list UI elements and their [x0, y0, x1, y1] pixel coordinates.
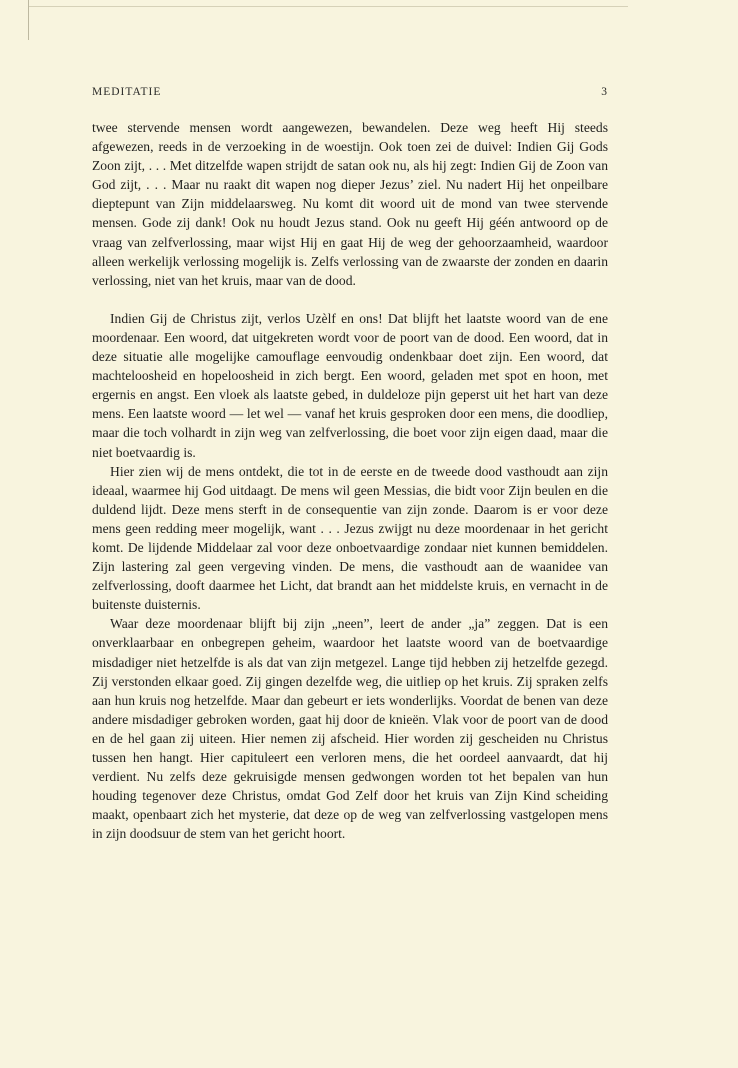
- paragraph-3: Hier zien wij de mens ontdekt, die tot in de eerste en de tweede dood vasthoudt aan zijn ideaal, waarmee hij God uitdaagt. De mens wil geen Messias, die bidt voor Zijn beulen en die duldend lijdt. Deze mens sterft in de consequentie van zijn zonde. Daarom is er voor deze mens geen redding meer mogelijk, want . . . Jezus zwijgt nu deze moordenaar in het gericht komt. De lijdende Middelaar zal voor deze onboetvaardige zondaar niet kunnen bemiddelen. Zijn lastering zal geen vergeving vinden. De mens, die vasthoudt aan de waanidee van zelfverlossing, dooft daarmee het Licht, dat brandt aan het middelste kruis, en vernacht in de buitenste duisternis.: [92, 463, 608, 613]
- body-text: [92, 118, 608, 843]
- paragraph-2: Indien Gij de Christus zijt, verlos Uzèlf en ons! Dat blijft het laatste woord van de ene moordenaar. Een woord, dat uitgekreten wordt voor de poort van de dood. Een woord, dat in deze situatie alle mogelijke camouflage eenvoudig ondenkbaar doet zijn. Een woord, dat machteloosheid en hopeloosheid in zich bergt. Een woord, geladen met spot en hoon, met ergernis en angst. Een vloek als laatste gebed, in duldeloze pijn geperst uit het hart van deze mens. Een laatste woord — let wel — vanaf het kruis gesproken door een mens, die doodliep, maar die toch volhardt in zijn weg van zelfverlossing, die boet voor zijn eigen daad, maar die niet boetvaardig is.: [92, 310, 608, 460]
- paragraph-1: twee stervende mensen wordt aangewezen, bewandelen. Deze weg heeft Hij steeds afgewezen, reeds in de verzoeking in de woestijn. Ook toen zei de duivel: Indien Gij Gods Zoon zijt, . . . Met ditzelfde wapen strijdt de satan ook nu, als hij zegt: Indien Gij de Zoon van God zijt, . . . Maar nu raakt dit wapen nog dieper Jezus’ ziel. Nu nadert Hij het onpeilbare dieptepunt van Zijn middelaarsweg. Nu komt dit woord uit de mond van twee stervende mensen. Gode zij dank! Ook nu houdt Jezus stand. Ook nu geeft Hij géén antwoord op de vraag van zelfverlossing, maar wijst Hij en gaat Hij de weg der gehoorzaamheid, waardoor alleen werkelijk verlossing mogelijk is. Zelfs verlossing van de zwaarste der zonden en daarin verlossing, niet van het kruis, maar van de dood.: [92, 120, 608, 288]
- paragraph-4: Waar deze moordenaar blijft bij zijn „neen”, leert de ander „ja” zeggen. Dat is een onverklaarbaar en onbegrepen geheim, waardoor het laatste woord van de boetvaardige misdadiger niet hetzelfde is als dat van zijn metgezel. Lange tijd hebben zij hetzelfde gezegd. Zij verstonden elkaar goed. Zij gingen dezelfde weg, die uitliep op het kruis. Zij spraken zelfs aan hun kruis nog hetzelfde. Maar dan gebeurt er iets wonderlijks. Voordat de benen van deze andere misdadiger gebroken worden, gaat hij door de knieën. Vlak voor de poort van de dood en de hel gaan zij uiteen. Hier nemen zij afscheid. Hier worden zij gescheiden nu Christus tussen hen hangt. Hier capituleert een verloren mens, die het oordeel aanvaardt, dat hij verdient. Nu zelfs deze gekruisigde mensen gedwongen worden tot het bepalen van hun houding tegenover deze Christus, omdat God Zelf door het kruis van Zijn Kind scheiding maakt, openbaart zich het mysterie, dat deze op de weg van zelfverlossing vastgelopen mens in zijn doodsuur de stem van het gericht hoort.: [92, 616, 608, 842]
- page-number: 3: [601, 86, 608, 98]
- running-title: MEDITATIE: [92, 86, 162, 98]
- page-edge-top: [28, 6, 628, 7]
- page-edge-left: [28, 0, 29, 40]
